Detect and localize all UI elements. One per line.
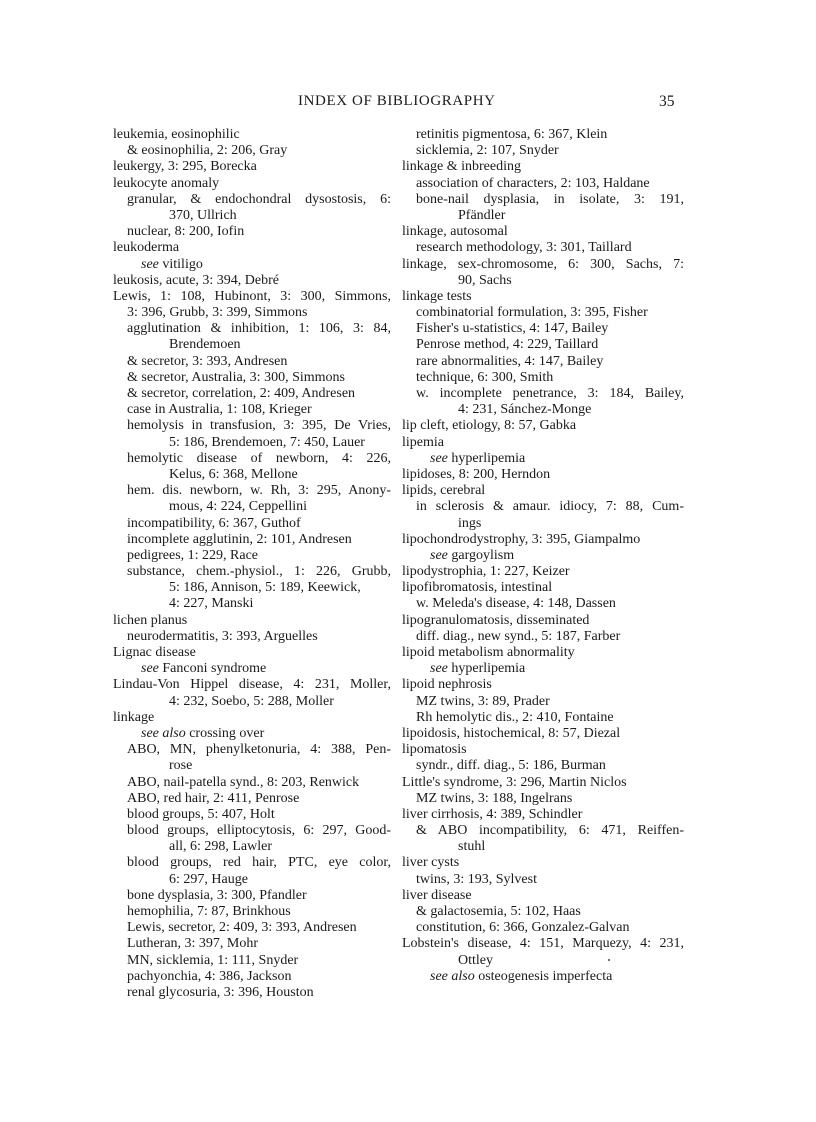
index-entry-continuation: 4: 232, Soebo, 5: 288, Moller <box>169 693 334 709</box>
cross-reference <box>402 969 684 985</box>
index-entry: lipodystrophia, 1: 227, Keizer <box>402 564 570 580</box>
index-entry-continuation: rose <box>169 758 193 774</box>
see-label: see <box>430 661 448 677</box>
index-entry-continuation: Kelus, 6: 368, Mellone <box>169 466 298 482</box>
index-subentry: Penrose method, 4: 229, Taillard <box>416 337 599 353</box>
index-entry: Lobstein's disease, 4: 151, Marquezy, 4: 231, <box>402 936 684 952</box>
index-subentry: incomplete agglutinin, 2: 101, Andresen <box>127 531 352 547</box>
index-entry: lichen planus <box>113 612 188 628</box>
index-subentry: pedigrees, 1: 229, Race <box>127 547 259 563</box>
index-entry-continuation: 370, Ullrich <box>169 207 237 223</box>
index-subentry: agglutination & inhibition, 1: 106, 3: 84, <box>127 321 391 337</box>
index-entry: lipoid metabolism abnormality <box>402 645 575 660</box>
index-subentry: Fisher's u-statistics, 4: 147, Bailey <box>416 321 609 337</box>
see-label: see also <box>430 968 475 984</box>
stray-ink-dot <box>608 959 610 961</box>
index-subentry: granular, & endochondral dysostosis, 6: <box>127 191 391 207</box>
index-entry-continuation: Pfändler <box>458 207 506 223</box>
index-subentry: w. Meleda's disease, 4: 148, Dassen <box>416 596 616 612</box>
index-entry-continuation: 6: 297, Hauge <box>169 871 248 887</box>
cross-reference <box>402 661 684 677</box>
index-subentry: ABO, nail-patella synd., 8: 203, Renwick <box>127 774 360 790</box>
index-entry: Lewis, 1: 108, Hubinont, 3: 300, Simmons, <box>113 288 391 304</box>
index-entry: linkage, autosomal <box>402 224 508 240</box>
index-column-left <box>113 127 391 1001</box>
index-subentry: diff. diag., new synd., 5: 187, Farber <box>416 628 621 644</box>
index-entry: liver disease <box>402 887 472 903</box>
index-subentry: & secretor, correlation, 2: 409, Andresen <box>127 386 356 401</box>
index-entry: linkage tests <box>402 288 472 304</box>
index-entry-continuation: stuhl <box>458 839 486 855</box>
index-subentry: w. incomplete penetrance, 3: 184, Bailey, <box>416 386 684 401</box>
see-label: see also <box>141 725 186 741</box>
index-subentry: Rh hemolytic dis., 2: 410, Fontaine <box>416 709 614 725</box>
see-target: gargoylism <box>447 547 515 563</box>
index-entry-continuation: 4: 227, Manski <box>169 596 254 612</box>
index-subentry: & galactosemia, 5: 102, Haas <box>416 904 581 919</box>
see-target: hyperlipemia <box>447 450 526 466</box>
index-entry: leukemia, eosinophilic <box>113 127 240 142</box>
index-entry: lipochondrodystrophy, 3: 395, Giampalmo <box>402 531 641 547</box>
index-subentry: MZ twins, 3: 188, Ingelrans <box>416 790 573 806</box>
index-subentry: bone-nail dysplasia, in isolate, 3: 191, <box>416 191 684 207</box>
cross-reference <box>402 451 684 467</box>
index-subentry: hemolytic disease of newborn, 4: 226, <box>127 450 391 466</box>
cross-reference <box>113 726 391 742</box>
index-subentry: renal glycosuria, 3: 396, Houston <box>127 984 314 1000</box>
index-entry: Lignac disease <box>113 645 196 660</box>
index-subentry: neurodermatitis, 3: 393, Arguelles <box>127 628 318 644</box>
index-subentry: combinatorial formulation, 3: 395, Fisher <box>416 305 648 321</box>
index-entry-continuation: 4: 231, Sánchez-Monge <box>458 402 592 418</box>
index-entry-continuation: 90, Sachs <box>458 272 512 288</box>
index-subentry: twins, 3: 193, Sylvest <box>416 871 537 887</box>
index-entry-continuation: 5: 186, Annison, 5: 189, Keewick, <box>169 580 361 596</box>
index-subentry: retinitis pigmentosa, 6: 367, Klein <box>416 127 608 142</box>
index-subentry: rare abnormalities, 4: 147, Bailey <box>416 353 604 369</box>
index-entry: lip cleft, etiology, 8: 57, Gabka <box>402 418 577 434</box>
index-subentry: research methodology, 3: 301, Taillard <box>416 240 632 256</box>
see-target: crossing over <box>185 725 265 741</box>
index-entry: lipidoses, 8: 200, Herndon <box>402 466 551 482</box>
index-subentry: 3: 396, Grubb, 3: 399, Simmons <box>127 305 308 321</box>
index-subentry: MZ twins, 3: 89, Prader <box>416 693 550 709</box>
index-entry: lipoidosis, histochemical, 8: 57, Diezal <box>402 725 621 741</box>
page-number: 35 <box>659 93 675 110</box>
cross-reference <box>402 548 684 564</box>
index-entry: liver cysts <box>402 855 460 871</box>
page-header <box>0 93 816 113</box>
index-subentry: sicklemia, 2: 107, Snyder <box>416 143 559 159</box>
index-entry: lipids, cerebral <box>402 483 486 499</box>
index-subentry: ABO, red hair, 2: 411, Penrose <box>127 790 300 806</box>
index-subentry: hemolysis in transfusion, 3: 395, De Vries, <box>127 418 391 434</box>
index-entry: liver cirrhosis, 4: 389, Schindler <box>402 806 583 822</box>
index-subentry: ABO, MN, phenylketonuria, 4: 388, Pen- <box>127 742 391 758</box>
index-entry-continuation: ings <box>458 515 482 531</box>
index-subentry: & eosinophilia, 2: 206, Gray <box>127 143 288 159</box>
index-entry: lipomatosis <box>402 742 467 758</box>
index-subentry: & secretor, Australia, 3: 300, Simmons <box>127 369 345 385</box>
see-label: see <box>430 547 448 563</box>
index-entry: Little's syndrome, 3: 296, Martin Niclos <box>402 774 627 790</box>
index-subentry: association of characters, 2: 103, Haldane <box>416 175 650 191</box>
index-subentry: substance, chem.-physiol., 1: 226, Grubb, <box>127 564 391 580</box>
index-column-right <box>402 127 684 985</box>
index-subentry: Lutheran, 3: 397, Mohr <box>127 936 259 952</box>
index-entry-continuation: all, 6: 298, Lawler <box>169 839 273 855</box>
see-label: see <box>141 661 159 677</box>
index-entry-continuation: 5: 186, Brendemoen, 7: 450, Lauer <box>169 434 365 450</box>
index-subentry: & secretor, 3: 393, Andresen <box>127 353 288 369</box>
index-subentry: blood groups, 5: 407, Holt <box>127 806 275 822</box>
index-subentry: bone dysplasia, 3: 300, Pfandler <box>127 887 307 903</box>
see-target: Fanconi syndrome <box>158 661 267 677</box>
index-subentry: MN, sicklemia, 1: 111, Snyder <box>127 952 299 968</box>
index-subentry: blood groups, red hair, PTC, eye color, <box>127 855 391 871</box>
index-entry: leukoderma <box>113 240 180 256</box>
index-subentry: constitution, 6: 366, Gonzalez-Galvan <box>416 920 630 936</box>
cross-reference <box>113 661 391 677</box>
index-entry: lipogranulomatosis, disseminated <box>402 612 590 628</box>
see-target: vitiligo <box>158 256 203 272</box>
index-subentry: hem. dis. newborn, w. Rh, 3: 295, Anony- <box>127 483 391 499</box>
index-subentry: nuclear, 8: 200, Iofin <box>127 224 245 240</box>
see-target: hyperlipemia <box>447 661 526 677</box>
index-entry: linkage, sex-chromosome, 6: 300, Sachs, 7: <box>402 256 684 272</box>
index-entry: leukocyte anomaly <box>113 175 220 191</box>
index-entry-continuation: mous, 4: 224, Ceppellini <box>169 499 308 515</box>
index-entry: linkage & inbreeding <box>402 159 521 175</box>
index-subentry: Lewis, secretor, 2: 409, 3: 393, Andresen <box>127 920 357 936</box>
index-subentry: syndr., diff. diag., 5: 186, Burman <box>416 758 606 774</box>
index-entry: lipemia <box>402 434 444 450</box>
cross-reference <box>113 257 391 273</box>
running-title: INDEX OF BIBLIOGRAPHY <box>298 93 496 109</box>
index-entry-continuation: Ottley <box>458 952 493 968</box>
index-subentry: technique, 6: 300, Smith <box>416 369 554 385</box>
index-entry: leukosis, acute, 3: 394, Debré <box>113 272 280 288</box>
index-entry: lipofibromatosis, intestinal <box>402 580 553 596</box>
index-entry: Lindau-Von Hippel disease, 4: 231, Moller, <box>113 677 391 693</box>
index-subentry: pachyonchia, 4: 386, Jackson <box>127 968 292 984</box>
index-subentry: hemophilia, 7: 87, Brinkhous <box>127 904 291 919</box>
index-subentry: incompatibility, 6: 367, Guthof <box>127 515 301 531</box>
index-entry: linkage <box>113 709 155 725</box>
index-subentry: case in Australia, 1: 108, Krieger <box>127 402 312 418</box>
see-target: osteogenesis imperfecta <box>474 968 613 984</box>
see-label: see <box>430 450 448 466</box>
index-subentry: in sclerosis & amaur. idiocy, 7: 88, Cum- <box>416 499 684 515</box>
index-subentry: blood groups, elliptocytosis, 6: 297, Good- <box>127 823 391 839</box>
index-subentry: & ABO incompatibility, 6: 471, Reiffen- <box>416 823 684 839</box>
index-entry-continuation: Brendemoen <box>169 337 241 353</box>
see-label: see <box>141 256 159 272</box>
index-entry: lipoid nephrosis <box>402 677 492 693</box>
index-entry: leukergy, 3: 295, Borecka <box>113 159 257 175</box>
